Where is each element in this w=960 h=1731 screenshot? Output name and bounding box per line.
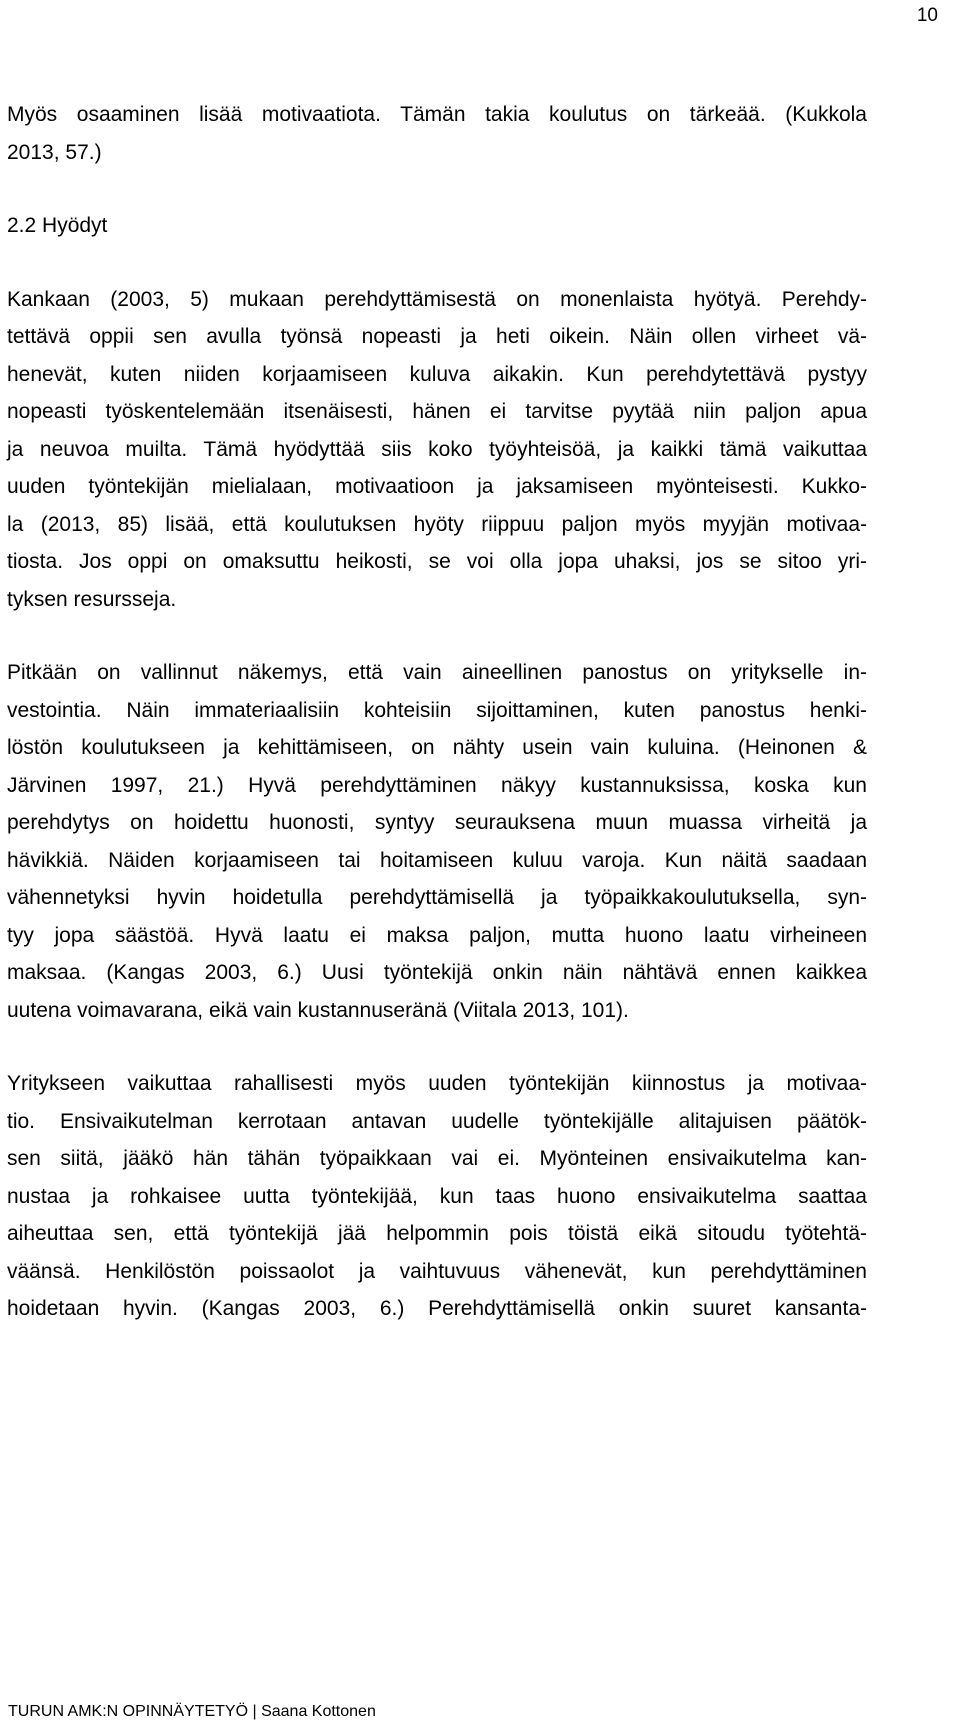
text-line: tyksen resursseja. [7,587,177,611]
text-line: väänsä. Henkilöstön poissaolot ja vaihtuvuus vähenevät, kun perehdyttäminen [7,1259,867,1283]
page-number: 10 [916,5,938,26]
text-line: 2013, 57.) [7,140,102,164]
text-line: uuden työntekijän mielialaan, motivaatioon ja jaksamiseen myönteisesti. Kukko- [7,475,867,498]
text-line: uutena voimavarana, eikä vain kustannuseränä (Viitala 2013, 101). [7,998,629,1022]
text-line: Yritykseen vaikuttaa rahallisesti myös uuden työntekijän kiinnostus ja motivaa- [7,1072,867,1095]
document-body [7,96,867,1328]
text-line: maksaa. (Kangas 2003, 6.) Uusi työntekijä onkin näin nähtävä ennen kaikkea [7,961,867,984]
text-line: tettävä oppii sen avulla työnsä nopeasti ja heti oikein. Näin ollen virheet vä- [7,325,867,348]
text-line: vestointia. Näin immateriaalisiin kohteisiin sijoittaminen, kuten panostus henki- [7,698,867,722]
text-line: sen siitä, jääkö hän tähän työpaikkaan vai ei. Myönteinen ensivaikutelma kan- [7,1147,867,1170]
page-footer: TURUN AMK:N OPINNÄYTETYÖ | Saana Kottonen [8,1703,376,1720]
text-line: tyy jopa säästöä. Hyvä laatu ei maksa paljon, mutta huono laatu virheineen [7,923,867,947]
text-line: Järvinen 1997, 21.) Hyvä perehdyttäminen näkyy kustannuksissa, koska kun [7,773,867,797]
paragraph-motivation [7,1065,867,1328]
text-line: aiheuttaa sen, että työntekijä jää helpommin pois töistä eikä sitoudu työtehtä- [7,1222,867,1245]
text-line: henevät, kuten niiden korjaamiseen kuluva aikakin. Kun perehdytettävä pystyy [7,362,867,386]
text-line: ja neuvoa muilta. Tämä hyödyttää siis koko työyhteisöä, ja kaikki tämä vaikuttaa [7,437,867,461]
text-line: vähennetyksi hyvin hoidetulla perehdyttämisellä ja työpaikkakoulutuksella, syn- [7,886,867,909]
text-line: tio. Ensivaikutelman kerrotaan antavan uudelle työntekijälle alitajuisen päätök- [7,1109,867,1133]
text-line: hävikkiä. Näiden korjaamiseen tai hoitamiseen kuluu varoja. Kun näitä saadaan [7,848,867,872]
text-line: nustaa ja rohkaisee uutta työntekijää, kun taas huono ensivaikutelma saattaa [7,1184,867,1208]
text-line: Pitkään on vallinnut näkemys, että vain aineellinen panostus on yritykselle in- [7,661,867,684]
text-line: la (2013, 85) lisää, että koulutuksen hyöty riippuu paljon myös myyjän motivaa- [7,512,867,536]
paragraph-investment [7,654,867,1029]
text-line: Kankaan (2003, 5) mukaan perehdyttämisestä on monenlaista hyötyä. Perehdy- [7,287,867,311]
text-line: perehdytys on hoidettu huonosti, syntyy seurauksena muun muassa virheitä ja [7,811,867,834]
text-line: tiosta. Jos oppi on omaksuttu heikosti, se voi olla jopa uhaksi, jos se sitoo yri- [7,550,867,573]
text-line: Myös osaaminen lisää motivaatiota. Tämän takia koulutus on tärkeää. (Kukkola [7,103,867,126]
text-line: löstön koulutukseen ja kehittämiseen, on nähty usein vain kuluina. (Heinonen & [7,736,867,759]
intro-paragraph [7,96,867,171]
text-line: hoidetaan hyvin. (Kangas 2003, 6.) Perehdyttämisellä onkin suuret kansanta- [7,1297,867,1320]
paragraph-benefits [7,281,867,619]
section-heading: 2.2 Hyödyt [7,214,108,237]
text-line: nopeasti työskentelemään itsenäisesti, hänen ei tarvitse pyytää niin paljon apua [7,400,867,423]
